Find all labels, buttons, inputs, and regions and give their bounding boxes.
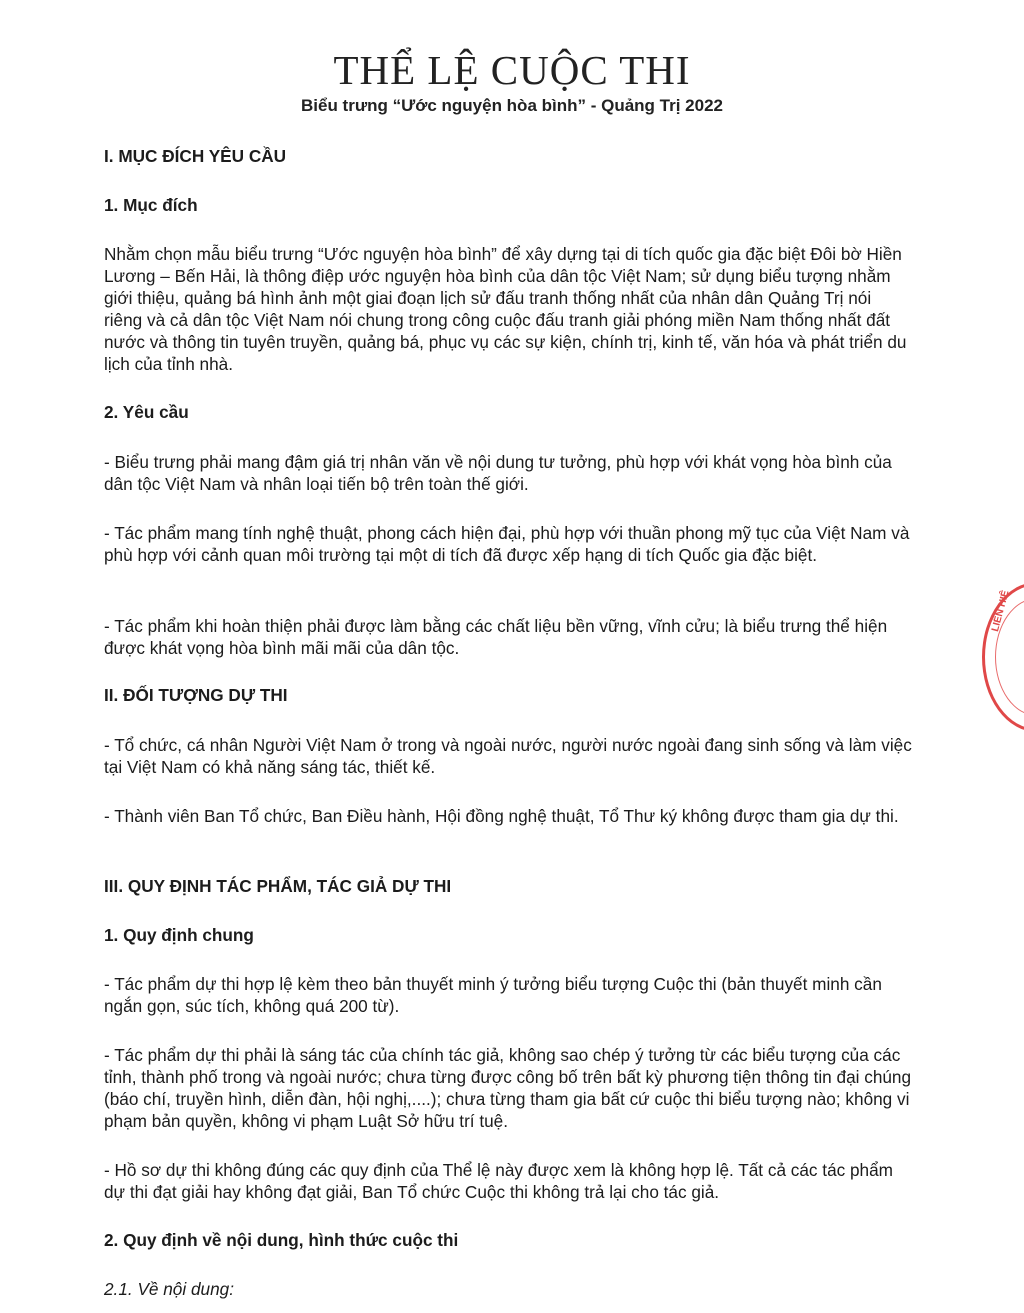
subsection-heading-purpose: 1. Mục đích bbox=[104, 195, 198, 215]
subsection-heading-requirements: 2. Yêu cầu bbox=[104, 402, 189, 422]
paragraph-purpose: Nhằm chọn mẫu biểu trưng “Ước nguyện hòa bình” để xây dựng tại di tích quốc gia đặc biệt Đôi bờ Hiền Lương – Bến Hải, là thông điệp ước nguyện hòa bình của dân tộc Việt Nam; sử dụng biểu tượng nhằm giới thiệu, quảng bá hình ảnh một giai đoạn lịch sử đấu tranh thống nhất của nhân dân Quảng Trị nói riêng và cả dân tộc Việt Nam nói chung trong công cuộc đấu tranh giải phóng miền Nam thống nhất đất nước và thông tin tuyên truyền, quảng bá, phục vụ các sự kiện, chính trị, kinh tế, văn hóa và phát triển du lịch của tỉnh nhà. bbox=[104, 244, 907, 374]
paragraph-general-2: - Tác phẩm dự thi phải là sáng tác của chính tác giả, không sao chép ý tưởng từ các biểu tượng của các tỉnh, thành phố trong và ngoài nước; chưa từng được công bố trên bất kỳ phương tiện thông tin đại chúng (báo chí, truyền hình, diễn đàn, hội nghị,....); chưa từng tham gia bất cứ cuộc thi biểu tượng nào; không vi phạm bản quyền, không vi phạm Luật Sở hữu trí tuệ. bbox=[104, 1045, 912, 1131]
paragraph-requirement-1: - Biểu trưng phải mang đậm giá trị nhân văn về nội dung tư tưởng, phù hợp với khát vọng hòa bình của dân tộc Việt Nam và nhân loại tiến bộ trên toàn thế giới. bbox=[104, 452, 892, 494]
section-heading-1: I. MỤC ĐÍCH YÊU CẦU bbox=[104, 146, 287, 166]
red-seal-text: LIÊN HIỆ bbox=[990, 589, 1012, 633]
paragraph-participants-1: - Tổ chức, cá nhân Người Việt Nam ở trong và ngoài nước, người nước ngoài đang sinh sống và làm việc tại Việt Nam có khả năng sáng tác, thiết kế. bbox=[104, 735, 912, 777]
paragraph-requirement-2: - Tác phẩm mang tính nghệ thuật, phong cách hiện đại, phù hợp với thuần phong mỹ tục của Việt Nam và phù hợp với cảnh quan môi trường tại một di tích đã được xếp hạng di tích Quốc gia đặc biệt. bbox=[104, 523, 910, 565]
paragraph-participants-2: - Thành viên Ban Tổ chức, Ban Điều hành, Hội đồng nghệ thuật, Tổ Thư ký không được tham gia dự thi. bbox=[104, 806, 899, 826]
subsection-heading-content-format: 2. Quy định về nội dung, hình thức cuộc thi bbox=[104, 1230, 459, 1250]
paragraph-requirement-3: - Tác phẩm khi hoàn thiện phải được làm bằng các chất liệu bền vững, vĩnh cửu; là biểu trưng thể hiện được khát vọng hòa bình mãi mãi của dân tộc. bbox=[104, 616, 888, 658]
subsection-heading-content: 2.1. Về nội dung: bbox=[104, 1279, 234, 1299]
section-heading-2: II. ĐỐI TƯỢNG DỰ THI bbox=[104, 685, 288, 705]
paragraph-general-1: - Tác phẩm dự thi hợp lệ kèm theo bản thuyết minh ý tưởng biểu tượng Cuộc thi (bản thuyết minh cần ngắn gọn, súc tích, không quá 200 từ). bbox=[104, 974, 882, 1016]
section-heading-3: III. QUY ĐỊNH TÁC PHẨM, TÁC GIẢ DỰ THI bbox=[104, 876, 452, 896]
document-title: THỂ LỆ CUỘC THI bbox=[333, 47, 691, 93]
document-subtitle: Biểu trưng “Ước nguyện hòa bình” - Quảng Trị 2022 bbox=[301, 96, 723, 115]
paragraph-general-3: - Hồ sơ dự thi không đúng các quy định của Thể lệ này được xem là không hợp lệ. Tất cả các tác phẩm dự thi đạt giải hay không đạt giải, Ban Tổ chức Cuộc thi không trả lại cho tác giả. bbox=[104, 1160, 893, 1202]
subsection-heading-general: 1. Quy định chung bbox=[104, 925, 254, 945]
